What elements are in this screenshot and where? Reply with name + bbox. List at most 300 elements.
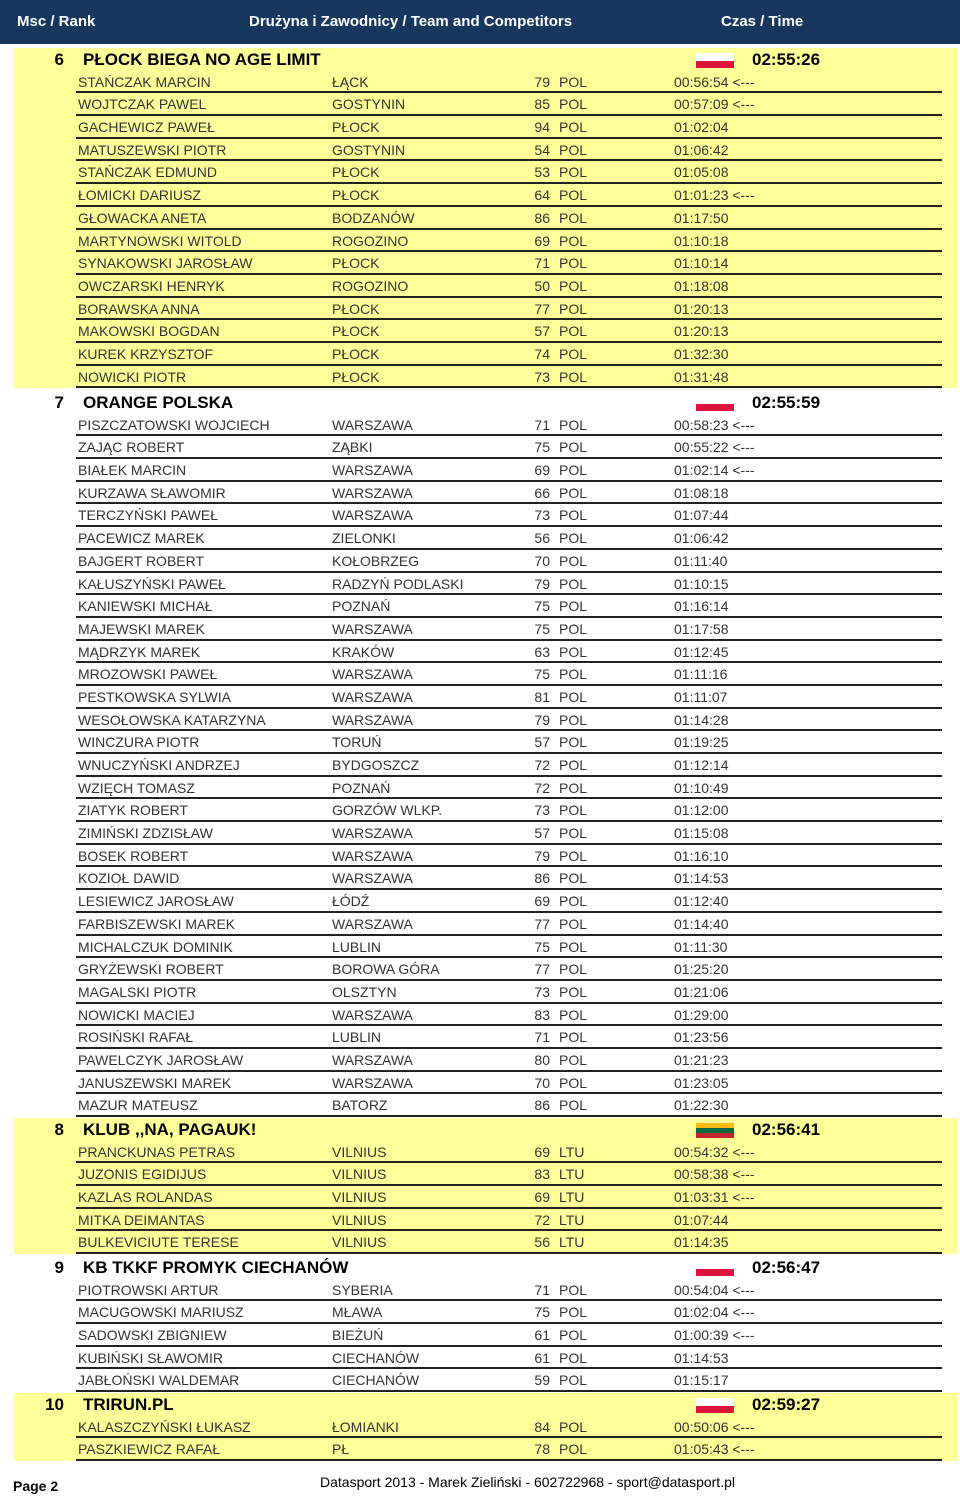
- competitor-name: GŁOWACKA ANETA: [78, 209, 207, 226]
- competitor-name: BORAWSKA ANNA: [78, 300, 200, 317]
- competitor-nationality: POL: [559, 323, 588, 340]
- competitor-nationality: POL: [559, 209, 588, 226]
- competitor-row: [76, 1416, 942, 1439]
- competitor-city: KOŁOBRZEG: [332, 552, 420, 569]
- competitor-name: BOSEK ROBERT: [78, 847, 189, 864]
- competitor-nationality: POL: [559, 187, 588, 204]
- competitor-city: ZĄBKI: [332, 439, 373, 456]
- competitor-time: 01:12:14: [674, 757, 729, 773]
- competitor-city: WARSZAWA: [332, 915, 413, 932]
- competitor-city: ZIELONKI: [332, 530, 396, 547]
- competitor-nationality: POL: [559, 757, 588, 773]
- competitor-city: VILNIUS: [332, 1234, 387, 1251]
- competitor-city: PŁOCK: [332, 368, 380, 385]
- competitor-name: NOWICKI PIOTR: [78, 368, 187, 385]
- competitor-city: SYBERIA: [332, 1281, 393, 1298]
- competitor-time: 01:10:49: [674, 779, 729, 796]
- competitor-nationality: POL: [559, 119, 588, 136]
- competitor-birth-year: 72: [534, 1211, 550, 1228]
- competitor-row: [76, 1094, 942, 1117]
- competitor-birth-year: 71: [534, 416, 550, 433]
- competitor-name: KURZAWA SŁAWOMIR: [78, 484, 226, 501]
- competitor-time: 01:14:28: [674, 711, 729, 728]
- competitor-time: 01:11:40: [674, 552, 728, 569]
- team-header: [14, 48, 958, 71]
- competitor-row: [76, 93, 942, 116]
- competitor-city: PŁOCK: [332, 187, 380, 204]
- competitor-time: 01:20:13: [674, 323, 729, 340]
- competitor-birth-year: 78: [534, 1441, 550, 1458]
- competitor-nationality: POL: [559, 915, 588, 932]
- competitor-row: [76, 981, 942, 1004]
- team-header: [14, 391, 958, 414]
- competitor-time: 00:50:06 <---: [674, 1418, 755, 1435]
- competitor-time: 01:02:14 <---: [674, 462, 755, 479]
- competitor-row: [76, 1209, 942, 1232]
- team-rank: 8: [54, 1120, 64, 1139]
- competitor-row: [76, 1049, 942, 1072]
- competitor-row: [76, 595, 942, 618]
- competitor-nationality: POL: [559, 530, 588, 547]
- competitor-row: [76, 343, 942, 366]
- team-time: 02:56:41: [752, 1120, 821, 1139]
- competitor-city: VILNIUS: [332, 1166, 387, 1183]
- competitor-time: 01:19:25: [674, 734, 729, 751]
- competitor-time: 01:32:30: [674, 345, 729, 362]
- competitor-city: VILNIUS: [332, 1211, 387, 1228]
- competitor-name: PAWELCZYK JAROSŁAW: [78, 1051, 244, 1068]
- competitor-time: 01:02:04: [674, 119, 729, 136]
- competitor-nationality: POL: [559, 893, 588, 910]
- competitor-row: [76, 482, 942, 505]
- competitor-time: 01:22:30: [674, 1097, 729, 1114]
- competitor-birth-year: 73: [534, 368, 550, 385]
- competitor-time: 01:21:23: [674, 1051, 729, 1068]
- competitor-birth-year: 75: [534, 598, 550, 615]
- competitor-city: PŁOCK: [332, 255, 380, 272]
- competitor-time: 00:54:04 <---: [674, 1281, 755, 1298]
- team-name: TRIRUN.PL: [83, 1395, 174, 1414]
- competitor-row: [76, 414, 942, 437]
- source-credit: Datasport 2013 - Marek Zieliński - 602722968 - sport@datasport.pl: [320, 1474, 735, 1490]
- competitor-nationality: LTU: [559, 1143, 585, 1160]
- competitor-nationality: POL: [559, 802, 588, 819]
- competitor-time: 01:14:53: [674, 1349, 729, 1366]
- competitor-birth-year: 66: [534, 484, 550, 501]
- competitor-birth-year: 75: [534, 1304, 550, 1321]
- competitor-city: KRAKÓW: [332, 643, 395, 660]
- competitor-nationality: POL: [559, 870, 588, 887]
- country-flag-icon: [696, 396, 734, 411]
- team-block: [14, 48, 958, 388]
- competitor-name: MROZOWSKI PAWEŁ: [78, 666, 218, 683]
- competitor-nationality: POL: [559, 1418, 588, 1435]
- competitor-name: ZIMIŃSKI ZDZISŁAW: [78, 825, 213, 842]
- team-rank: 7: [54, 393, 64, 412]
- competitor-birth-year: 77: [534, 961, 550, 978]
- competitor-city: PŁOCK: [332, 345, 380, 362]
- competitor-nationality: POL: [559, 575, 588, 592]
- competitor-city: LUBLIN: [332, 1029, 382, 1046]
- competitor-birth-year: 57: [534, 825, 550, 842]
- competitor-row: [76, 459, 942, 482]
- competitor-time: 01:11:07: [674, 688, 728, 705]
- competitor-name: WESOŁOWSKA KATARZYNA: [78, 711, 266, 728]
- competitor-birth-year: 86: [534, 1097, 550, 1114]
- competitor-name: KAŁUSZYŃSKI PAWEŁ: [78, 575, 226, 592]
- competitor-row: [76, 663, 942, 686]
- team-block: [14, 1118, 958, 1254]
- team-header: [14, 1118, 958, 1141]
- competitor-birth-year: 74: [534, 345, 550, 362]
- competitor-name: KUBIŃSKI SŁAWOMIR: [78, 1349, 223, 1366]
- competitor-birth-year: 70: [534, 552, 550, 569]
- competitor-row: [76, 207, 942, 230]
- competitor-row: [76, 320, 942, 343]
- team-name: ORANGE POLSKA: [83, 393, 234, 412]
- competitor-row: [76, 936, 942, 959]
- competitor-name: MAZUR MATEUSZ: [78, 1097, 198, 1114]
- competitor-time: 01:05:43 <---: [674, 1441, 755, 1458]
- competitor-name: KAZLAS ROLANDAS: [78, 1189, 213, 1206]
- competitor-city: ROGOZINO: [332, 232, 409, 249]
- competitor-city: WARSZAWA: [332, 825, 413, 842]
- competitor-name: GACHEWICZ PAWEŁ: [78, 119, 215, 136]
- competitor-birth-year: 81: [534, 688, 550, 705]
- competitor-city: BYDGOSZCZ: [332, 757, 420, 773]
- competitor-row: [76, 913, 942, 936]
- team-rank: 10: [45, 1395, 64, 1414]
- competitor-name: BULKEVICIUTE TERESE: [78, 1234, 239, 1251]
- competitor-city: WARSZAWA: [332, 1074, 413, 1091]
- competitor-time: 01:08:18: [674, 484, 729, 501]
- competitor-row: [76, 116, 942, 139]
- competitor-city: CIECHANÓW: [332, 1349, 420, 1366]
- competitor-name: MATUSZEWSKI PIOTR: [78, 141, 227, 158]
- competitor-time: 01:29:00: [674, 1006, 729, 1023]
- competitor-nationality: POL: [559, 983, 588, 1000]
- competitor-name: SYNAKOWSKI JAROSŁAW: [78, 255, 253, 272]
- competitor-city: WARSZAWA: [332, 416, 413, 433]
- competitor-city: GOSTYNIN: [332, 141, 406, 158]
- competitor-nationality: POL: [559, 620, 588, 637]
- competitor-row: [76, 1163, 942, 1186]
- competitor-row: [76, 958, 942, 981]
- competitor-row: [76, 161, 942, 184]
- competitor-name: MICHALCZUK DOMINIK: [78, 938, 233, 955]
- competitor-name: MITKA DEIMANTAS: [78, 1211, 205, 1228]
- competitor-row: [76, 1141, 942, 1164]
- competitor-row: [76, 845, 942, 868]
- competitor-nationality: POL: [559, 1051, 588, 1068]
- competitor-name: ŁOMICKI DARIUSZ: [78, 187, 201, 204]
- competitor-time: 01:17:58: [674, 620, 729, 637]
- competitor-nationality: POL: [559, 232, 588, 249]
- competitor-city: ŁĄCK: [332, 73, 369, 90]
- competitor-time: 00:55:22 <---: [674, 439, 755, 456]
- competitor-city: ŁOMIANKI: [332, 1418, 399, 1435]
- competitor-name: JANUSZEWSKI MAREK: [78, 1074, 232, 1091]
- competitor-time: 01:14:35: [674, 1234, 729, 1251]
- team-rank: 9: [54, 1258, 64, 1277]
- competitor-name: GRYŻEWSKI ROBERT: [78, 961, 224, 978]
- competitor-birth-year: 61: [534, 1349, 550, 1366]
- competitor-nationality: POL: [559, 598, 588, 615]
- competitor-row: [76, 298, 942, 321]
- competitor-name: KANIEWSKI MICHAŁ: [78, 598, 213, 615]
- competitor-birth-year: 85: [534, 96, 550, 113]
- competitor-birth-year: 63: [534, 643, 550, 660]
- competitor-birth-year: 94: [534, 119, 550, 136]
- competitor-row: [76, 686, 942, 709]
- competitor-city: MŁAWA: [332, 1304, 383, 1321]
- competitor-nationality: POL: [559, 462, 588, 479]
- competitor-time: 00:58:23 <---: [674, 416, 755, 433]
- competitor-name: PASZKIEWICZ RAFAŁ: [78, 1441, 221, 1458]
- team-block: [14, 1256, 958, 1392]
- competitor-birth-year: 57: [534, 734, 550, 751]
- competitor-row: [76, 867, 942, 890]
- competitor-city: PŁOCK: [332, 300, 380, 317]
- competitor-birth-year: 56: [534, 1234, 550, 1251]
- team-block: [14, 391, 958, 1117]
- competitor-city: ROGOZINO: [332, 277, 409, 294]
- competitor-time: 01:10:18: [674, 232, 729, 249]
- competitor-birth-year: 61: [534, 1327, 550, 1344]
- competitor-name: MACUGOWSKI MARIUSZ: [78, 1304, 244, 1321]
- competitor-row: [76, 1324, 942, 1347]
- time-column-label: Czas / Time: [721, 13, 804, 30]
- competitor-name: PACEWICZ MAREK: [78, 530, 205, 547]
- competitor-name: MARTYNOWSKI WITOLD: [78, 232, 242, 249]
- competitor-birth-year: 75: [534, 938, 550, 955]
- competitor-name: TERCZYŃSKI PAWEŁ: [78, 507, 219, 524]
- competitor-time: 01:00:39 <---: [674, 1327, 755, 1344]
- competitor-city: GOSTYNIN: [332, 96, 406, 113]
- competitor-row: [76, 71, 942, 94]
- competitor-name: ROSIŃSKI RAFAŁ: [78, 1029, 194, 1046]
- competitor-time: 01:20:13: [674, 300, 729, 317]
- competitor-row: [76, 1347, 942, 1370]
- competitor-birth-year: 64: [534, 187, 550, 204]
- competitor-birth-year: 83: [534, 1166, 550, 1183]
- competitor-time: 01:10:14: [674, 255, 729, 272]
- competitor-city: ŁÓDŹ: [332, 893, 370, 910]
- competitor-name: PRANCKUNAS PETRAS: [78, 1143, 236, 1160]
- competitor-row: [76, 1438, 942, 1461]
- country-flag-icon: [696, 53, 734, 68]
- competitor-row: [76, 573, 942, 596]
- competitor-time: 01:06:42: [674, 141, 729, 158]
- competitor-time: 00:57:09 <---: [674, 96, 755, 113]
- competitor-birth-year: 69: [534, 232, 550, 249]
- competitor-city: BIEŻUŃ: [332, 1327, 384, 1344]
- competitor-city: BATORZ: [332, 1097, 388, 1114]
- country-flag-icon: [696, 1398, 734, 1413]
- competitor-birth-year: 75: [534, 439, 550, 456]
- team-time: 02:55:59: [752, 393, 821, 412]
- competitor-city: POZNAŃ: [332, 598, 391, 615]
- competitor-time: 01:12:40: [674, 893, 729, 910]
- competitor-city: WARSZAWA: [332, 688, 413, 705]
- competitor-nationality: POL: [559, 938, 588, 955]
- competitor-row: [76, 275, 942, 298]
- competitor-row: [76, 1279, 942, 1302]
- competitor-nationality: POL: [559, 1372, 588, 1389]
- competitor-name: MĄDRZYK MAREK: [78, 643, 201, 660]
- competitor-row: [76, 436, 942, 459]
- competitor-row: [76, 252, 942, 275]
- competitor-row: [76, 641, 942, 664]
- country-flag-icon: [696, 1123, 734, 1138]
- competitor-time: 01:03:31 <---: [674, 1189, 755, 1206]
- competitor-birth-year: 80: [534, 1051, 550, 1068]
- competitor-time: 00:56:54 <---: [674, 73, 755, 90]
- competitor-nationality: POL: [559, 484, 588, 501]
- competitor-birth-year: 56: [534, 530, 550, 547]
- competitor-nationality: POL: [559, 825, 588, 842]
- competitor-birth-year: 70: [534, 1074, 550, 1091]
- competitor-name: ZIATYK ROBERT: [78, 802, 188, 819]
- competitor-city: OLSZTYN: [332, 983, 397, 1000]
- competitor-name: WINCZURA PIOTR: [78, 734, 200, 751]
- competitor-name: STAŃCZAK MARCIN: [78, 73, 211, 90]
- competitor-nationality: POL: [559, 73, 588, 90]
- competitor-time: 01:06:42: [674, 530, 729, 547]
- competitor-row: [76, 1231, 942, 1254]
- competitor-row: [76, 754, 942, 777]
- competitor-nationality: POL: [559, 1074, 588, 1091]
- competitor-city: PŁOCK: [332, 119, 380, 136]
- competitor-row: [76, 799, 942, 822]
- competitor-nationality: POL: [559, 1441, 588, 1458]
- competitor-nationality: POL: [559, 1006, 588, 1023]
- competitor-birth-year: 50: [534, 277, 550, 294]
- competitor-time: 01:15:17: [674, 1372, 729, 1389]
- competitor-birth-year: 79: [534, 847, 550, 864]
- competitor-name: WNUCZYŃSKI ANDRZEJ: [78, 757, 240, 773]
- competitor-city: WARSZAWA: [332, 620, 413, 637]
- competitor-birth-year: 71: [534, 1029, 550, 1046]
- competitor-nationality: POL: [559, 643, 588, 660]
- competitor-city: LUBLIN: [332, 938, 382, 955]
- competitor-nationality: POL: [559, 711, 588, 728]
- competitor-city: RADZYŃ PODLASKI: [332, 575, 464, 592]
- competitor-name: WOJTCZAK PAWEL: [78, 96, 207, 113]
- competitor-nationality: POL: [559, 961, 588, 978]
- competitor-nationality: POL: [559, 688, 588, 705]
- competitor-nationality: LTU: [559, 1211, 585, 1228]
- team-rank: 6: [54, 50, 64, 69]
- competitor-nationality: POL: [559, 164, 588, 181]
- competitor-time: 01:07:44: [674, 507, 729, 524]
- competitor-name: BIAŁEK MARCIN: [78, 462, 187, 479]
- competitor-time: 01:23:56: [674, 1029, 729, 1046]
- competitor-birth-year: 57: [534, 323, 550, 340]
- competitor-city: PŁOCK: [332, 323, 380, 340]
- competitor-row: [76, 1072, 942, 1095]
- competitor-name: WZIĘCH TOMASZ: [78, 779, 195, 796]
- competitor-time: 01:12:00: [674, 802, 729, 819]
- competitor-row: [76, 1004, 942, 1027]
- competitor-birth-year: 79: [534, 73, 550, 90]
- competitor-row: [76, 777, 942, 800]
- competitor-birth-year: 72: [534, 779, 550, 796]
- competitor-nationality: POL: [559, 277, 588, 294]
- competitor-row: [76, 890, 942, 913]
- competitor-birth-year: 83: [534, 1006, 550, 1023]
- competitor-row: [76, 709, 942, 732]
- competitor-time: 01:16:14: [674, 598, 729, 615]
- competitor-birth-year: 77: [534, 915, 550, 932]
- competitor-city: VILNIUS: [332, 1143, 387, 1160]
- competitor-nationality: POL: [559, 552, 588, 569]
- competitor-birth-year: 72: [534, 757, 550, 773]
- competitor-row: [76, 1026, 942, 1049]
- competitor-time: 01:05:08: [674, 164, 729, 181]
- competitor-nationality: POL: [559, 1304, 588, 1321]
- competitor-time: 01:25:20: [674, 961, 729, 978]
- competitor-row: [76, 504, 942, 527]
- competitor-time: 01:21:06: [674, 983, 729, 1000]
- competitor-time: 01:02:04 <---: [674, 1304, 755, 1321]
- competitor-row: [76, 230, 942, 253]
- competitor-city: PŁ: [332, 1441, 350, 1458]
- competitor-city: WARSZAWA: [332, 711, 413, 728]
- competitor-time: 01:14:40: [674, 915, 729, 932]
- competitor-city: WARSZAWA: [332, 666, 413, 683]
- competitor-city: WARSZAWA: [332, 507, 413, 524]
- competitor-name: SADOWSKI ZBIGNIEW: [78, 1327, 227, 1344]
- competitor-nationality: POL: [559, 779, 588, 796]
- competitor-nationality: POL: [559, 666, 588, 683]
- competitor-birth-year: 71: [534, 255, 550, 272]
- competitor-nationality: POL: [559, 1327, 588, 1344]
- competitor-time: 00:54:32 <---: [674, 1143, 755, 1160]
- competitor-birth-year: 73: [534, 802, 550, 819]
- competitor-birth-year: 86: [534, 870, 550, 887]
- competitor-row: [76, 139, 942, 162]
- competitor-time: 01:23:05: [674, 1074, 729, 1091]
- competitor-name: PISZCZATOWSKI WOJCIECH: [78, 416, 270, 433]
- competitor-nationality: POL: [559, 300, 588, 317]
- rank-column-label: Msc / Rank: [17, 13, 96, 30]
- competitor-city: WARSZAWA: [332, 847, 413, 864]
- competitor-nationality: POL: [559, 1097, 588, 1114]
- competitor-birth-year: 75: [534, 666, 550, 683]
- team-name: KLUB ,,NA, PAGAUK!: [83, 1120, 257, 1139]
- competitor-row: [76, 184, 942, 207]
- competitor-name: KALASZCZYŃSKI ŁUKASZ: [78, 1418, 251, 1435]
- competitor-name: MAKOWSKI BOGDAN: [78, 323, 220, 340]
- competitor-birth-year: 71: [534, 1281, 550, 1298]
- competitor-row: [76, 618, 942, 641]
- competitor-birth-year: 59: [534, 1372, 550, 1389]
- competitor-birth-year: 69: [534, 1143, 550, 1160]
- team-block: [14, 1393, 958, 1461]
- competitor-name: OWCZARSKI HENRYK: [78, 277, 225, 294]
- competitor-city: BOROWA GÓRA: [332, 961, 440, 978]
- competitor-row: [76, 1369, 942, 1392]
- competitor-nationality: POL: [559, 1029, 588, 1046]
- results-header: [0, 0, 960, 44]
- competitor-nationality: POL: [559, 1281, 588, 1298]
- competitor-name: MAGALSKI PIOTR: [78, 983, 197, 1000]
- team-header: [14, 1256, 958, 1279]
- competitor-time: 01:01:23 <---: [674, 187, 755, 204]
- competitor-birth-year: 77: [534, 300, 550, 317]
- competitor-time: 01:17:50: [674, 209, 729, 226]
